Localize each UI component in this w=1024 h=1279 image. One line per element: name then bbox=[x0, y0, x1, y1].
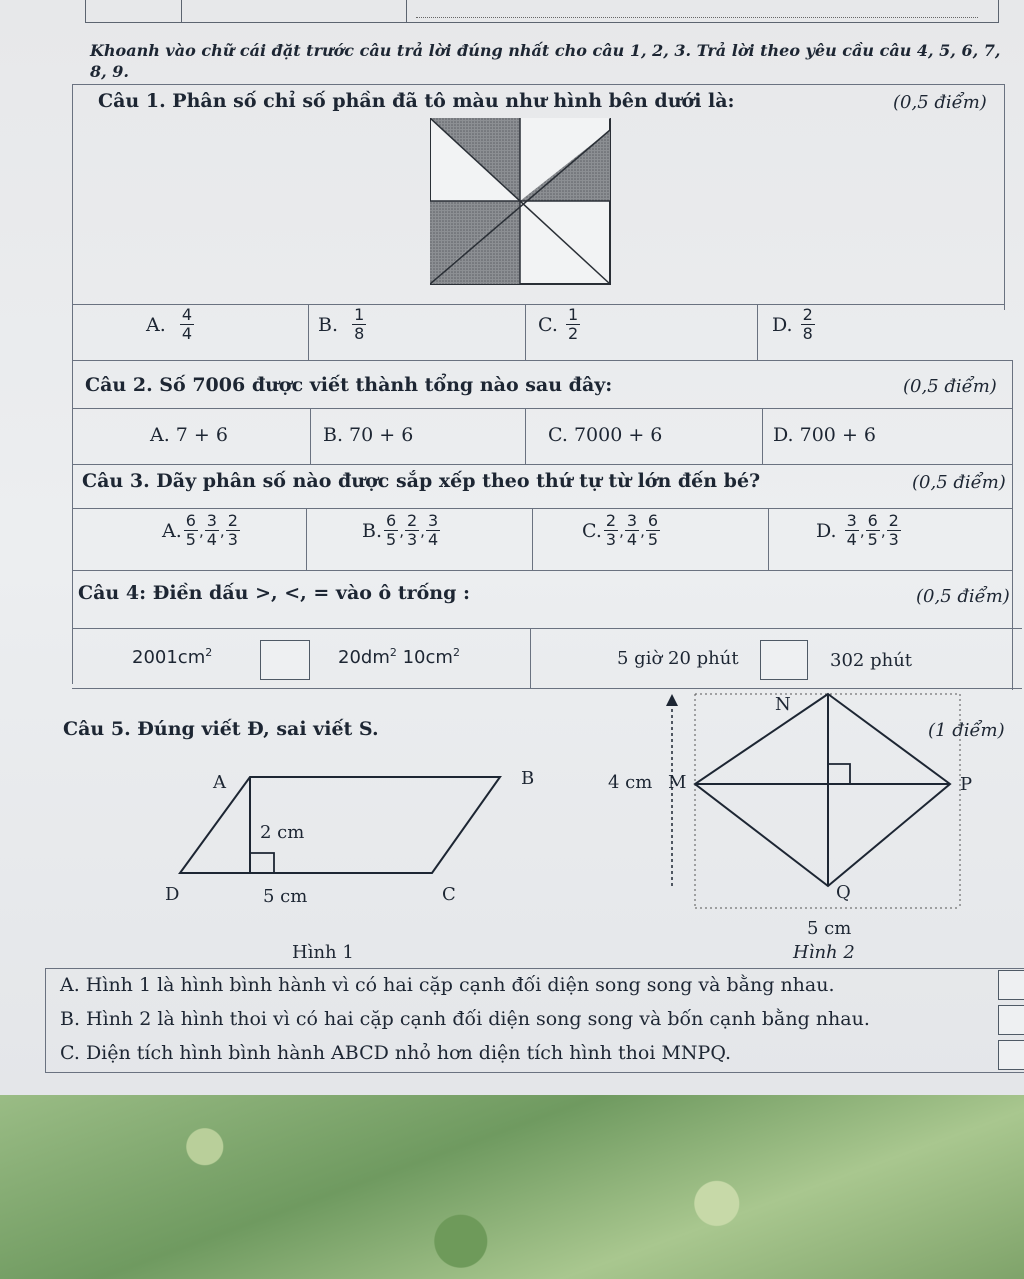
fraction: $\frac{4}{4}$ bbox=[181, 305, 193, 343]
q3-option-c[interactable]: C. $\frac{2}{3}$ , $\frac{3}{4}$ , $\frac{6}{5}$ bbox=[582, 511, 659, 549]
fig2-caption: Hình 2 bbox=[793, 942, 855, 963]
q2-option-a[interactable]: A. 7 + 6 bbox=[150, 424, 228, 446]
q5-answer-box-a[interactable] bbox=[998, 970, 1024, 1000]
q1-option-d[interactable]: D. $\frac{2}{8}$ bbox=[772, 305, 813, 343]
q1-shaded-square-figure bbox=[430, 118, 612, 286]
fig1-base-label: 5 cm bbox=[263, 886, 308, 907]
q5-answer-box-b[interactable] bbox=[998, 1005, 1024, 1035]
fraction: $\frac{1}{8}$ bbox=[354, 305, 365, 343]
fig2-label-q: Q bbox=[836, 882, 851, 903]
table-right-border bbox=[1004, 84, 1005, 310]
q2-points: (0,5 điểm) bbox=[903, 376, 997, 397]
q2-option-b[interactable]: B. 70 + 6 bbox=[323, 424, 414, 446]
fig2-label-p: P bbox=[960, 774, 973, 795]
table-left-border bbox=[72, 84, 73, 684]
q3-points: (0,5 điểm) bbox=[912, 472, 1006, 493]
fig1-label-b: B bbox=[521, 768, 535, 789]
q3-option-d[interactable]: D. $\frac{3}{4}$ , $\frac{6}{5}$ , $\frac{2}{3}$ bbox=[816, 511, 899, 549]
q4-right-a: 5 giờ 20 phút bbox=[617, 648, 739, 669]
q1-option-a[interactable]: A. $\frac{4}{4}$ bbox=[146, 305, 193, 343]
fig1-label-a: A bbox=[213, 772, 226, 793]
fraction: $\frac{2}{8}$ bbox=[802, 305, 813, 343]
fraction: $\frac{1}{2}$ bbox=[567, 305, 579, 343]
fig2-label-m: M bbox=[668, 772, 687, 793]
q1-option-b[interactable]: B. $\frac{1}{8}$ bbox=[318, 305, 365, 343]
table-right-border-lower bbox=[1012, 360, 1013, 690]
fig1-caption: Hình 1 bbox=[292, 942, 354, 963]
q4-left-a: $2001cm^2$ bbox=[132, 646, 213, 668]
q5-answer-box-c[interactable] bbox=[998, 1040, 1024, 1070]
fig2-height-label: 4 cm bbox=[608, 772, 653, 793]
q5-title: Câu 5. Đúng viết Đ, sai viết S. bbox=[63, 718, 379, 740]
figure-1-parallelogram bbox=[170, 765, 550, 945]
q3-option-b[interactable]: B. $\frac{6}{5}$ , $\frac{2}{3}$ , $\frac{3}{4}$ bbox=[362, 511, 439, 549]
fig1-label-d: D bbox=[165, 884, 180, 905]
q3-title: Câu 3. Dãy phân số nào được sắp xếp theo thứ tự từ lớn đến bé? bbox=[82, 470, 761, 492]
q5-statement-c: C. Diện tích hình bình hành ABCD nhỏ hơn diện tích hình thoi MNPQ. bbox=[60, 1042, 731, 1064]
fig1-height-label: 2 cm bbox=[260, 822, 305, 843]
q1-title: Câu 1. Phân số chỉ số phần đã tô màu như hình bên dưới là: bbox=[98, 90, 735, 112]
q3-option-a[interactable]: A. $\frac{6}{5}$ , $\frac{3}{4}$ , $\frac{2}{3}$ bbox=[162, 511, 238, 549]
q5-statement-b: B. Hình 2 là hình thoi vì có hai cặp cạnh đối diện song song và bốn cạnh bằng nhau. bbox=[60, 1008, 870, 1030]
q2-option-d[interactable]: D. 700 + 6 bbox=[773, 424, 876, 446]
q2-option-c[interactable]: C. 7000 + 6 bbox=[548, 424, 663, 446]
q4-left-b: $20dm^2$ $10cm^2$ bbox=[338, 646, 460, 668]
q2-title: Câu 2. Số 7006 được viết thành tổng nào sau đây: bbox=[85, 374, 613, 396]
figure-2-rhombus bbox=[650, 686, 980, 916]
q4-points: (0,5 điểm) bbox=[916, 586, 1010, 607]
fig2-label-n: N bbox=[775, 694, 791, 715]
header-table-strip bbox=[85, 0, 999, 23]
q4-answer-box-1[interactable] bbox=[260, 640, 310, 680]
q4-answer-box-2[interactable] bbox=[760, 640, 808, 680]
fig1-label-c: C bbox=[442, 884, 456, 905]
q1-option-c[interactable]: C. $\frac{1}{2}$ bbox=[538, 305, 579, 343]
q4-title: Câu 4: Điền dấu >, <, = vào ô trống : bbox=[78, 582, 471, 604]
fig2-width-label: 5 cm bbox=[807, 918, 852, 939]
instructions: Khoanh vào chữ cái đặt trước câu trả lời đúng nhất cho câu 1, 2, 3. Trả lời theo yêu cầu câu 4, 5, 6, 7, 8, 9. bbox=[90, 41, 1001, 81]
q5-points: (1 điểm) bbox=[928, 720, 1005, 741]
q4-right-b: 302 phút bbox=[830, 650, 913, 671]
q5-statement-a: A. Hình 1 là hình bình hành vì có hai cặp cạnh đối diện song song và bằng nhau. bbox=[60, 974, 835, 996]
q1-points: (0,5 điểm) bbox=[893, 92, 987, 113]
tablecloth-background bbox=[0, 1090, 1024, 1279]
